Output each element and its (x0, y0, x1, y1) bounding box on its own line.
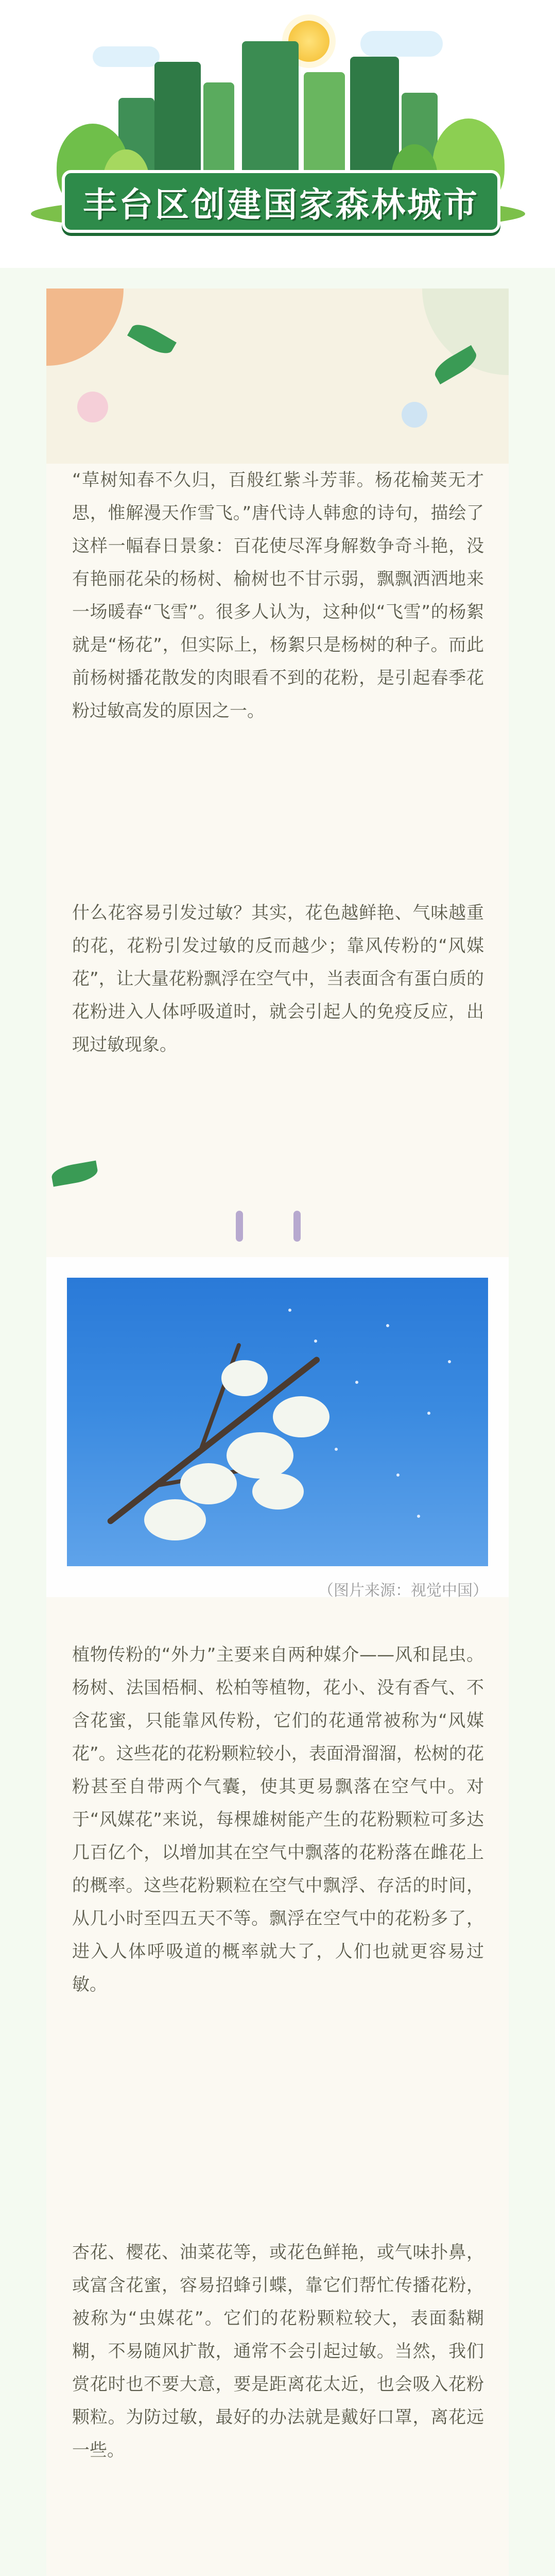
fluff-speck (314, 1340, 317, 1343)
divider-pill (293, 1211, 301, 1242)
banner-title: 丰台区创建国家森林城市 (83, 184, 479, 225)
fluff-speck (288, 1309, 291, 1312)
fluff-speck (386, 1324, 389, 1327)
blossom-shape (144, 1499, 206, 1540)
divider-marks (236, 1211, 319, 1242)
fluff-speck (355, 1381, 358, 1384)
image-caption: （图片来源：视觉中国） (318, 1582, 488, 1600)
blossom-shape (273, 1396, 329, 1437)
article-paragraph: “草树知春不久归，百般红紫斗芳菲。杨花榆荚无才思，惟解漫天作雪飞。”唐代诗人韩愈的诗句，描绘了这样一幅春日景象：百花使尽浑身解数争奇斗艳，没有艳丽花朵的杨树、榆树也不甘示弱，飘飘洒洒地来一场暖春“飞雪”。很多人认为，这种似“飞雪”的杨絮就是“杨花”，但实际上，杨絮只是杨树的种子。而此前杨树播花散发的肉眼看不到的花粉，是引起春季花粉过敏高发的原因之一。 (72, 470, 484, 721)
fluff-speck (335, 1448, 338, 1451)
blossom-shape (227, 1432, 293, 1479)
fluff-speck (396, 1473, 400, 1477)
article-paragraph: 什么花容易引发过敏？其实，花色越鲜艳、气味越重的花，花粉引发过敏的反而越少；靠风传粉的“风媒花”，让大量花粉飘浮在空气中，当表面含有蛋白质的花粉进入人体呼吸道时，就会引起人的免疫反应，出现过敏现象。 (72, 903, 484, 1055)
blossom-shape (180, 1463, 237, 1504)
header-banner (0, 0, 555, 268)
fluff-speck (427, 1412, 430, 1415)
poplar-blossom-photo (67, 1278, 488, 1566)
article-paragraph: 植物传粉的“外力”主要来自两种媒介——风和昆虫。杨树、法国梧桐、松柏等植物，花小、没有香气、不含花蜜，只能靠风传粉，它们的花通常被称为“风媒花”。这些花的花粉颗粒较小，表面滑溜溜，松树的花粉甚至自带两个气囊，使其更易飘落在空气中。对于“风媒花”来说，每棵雄树能产生的花粉颗粒可多达几百亿个，以增加其在空气中飘落的花粉落在雌花上的概率。这些花粉颗粒在空气中飘浮、存活的时间，从几小时至四五天不等。飘浮在空气中的花粉多了，进入人体呼吸道的概率就大了，人们也就更容易过敏。 (72, 1645, 484, 1995)
cloud-illustration (360, 31, 443, 57)
flower-decoration-icon (402, 402, 427, 428)
blossom-shape (221, 1360, 268, 1396)
banner-title-plate (62, 170, 500, 233)
fluff-speck (448, 1360, 451, 1363)
divider-pill (236, 1211, 243, 1242)
blossom-shape (252, 1473, 304, 1510)
cloud-illustration (93, 46, 160, 67)
fluff-speck (417, 1515, 420, 1518)
article-paragraph: 杏花、樱花、油菜花等，或花色鲜艳，或气味扑鼻，或富含花蜜，容易招蜂引蝶，靠它们帮忙传播花粉，被称为“虫媒花”。它们的花粉颗粒较大，表面黏糊糊，不易随风扩散，通常不会引起过敏。当然，我们赏花时也不要大意，要是距离花太近，也会吸入花粉颗粒。为防过敏，最好的办法就是戴好口罩，离花远一些。 (72, 2242, 484, 2461)
flower-decoration-icon (77, 392, 108, 422)
